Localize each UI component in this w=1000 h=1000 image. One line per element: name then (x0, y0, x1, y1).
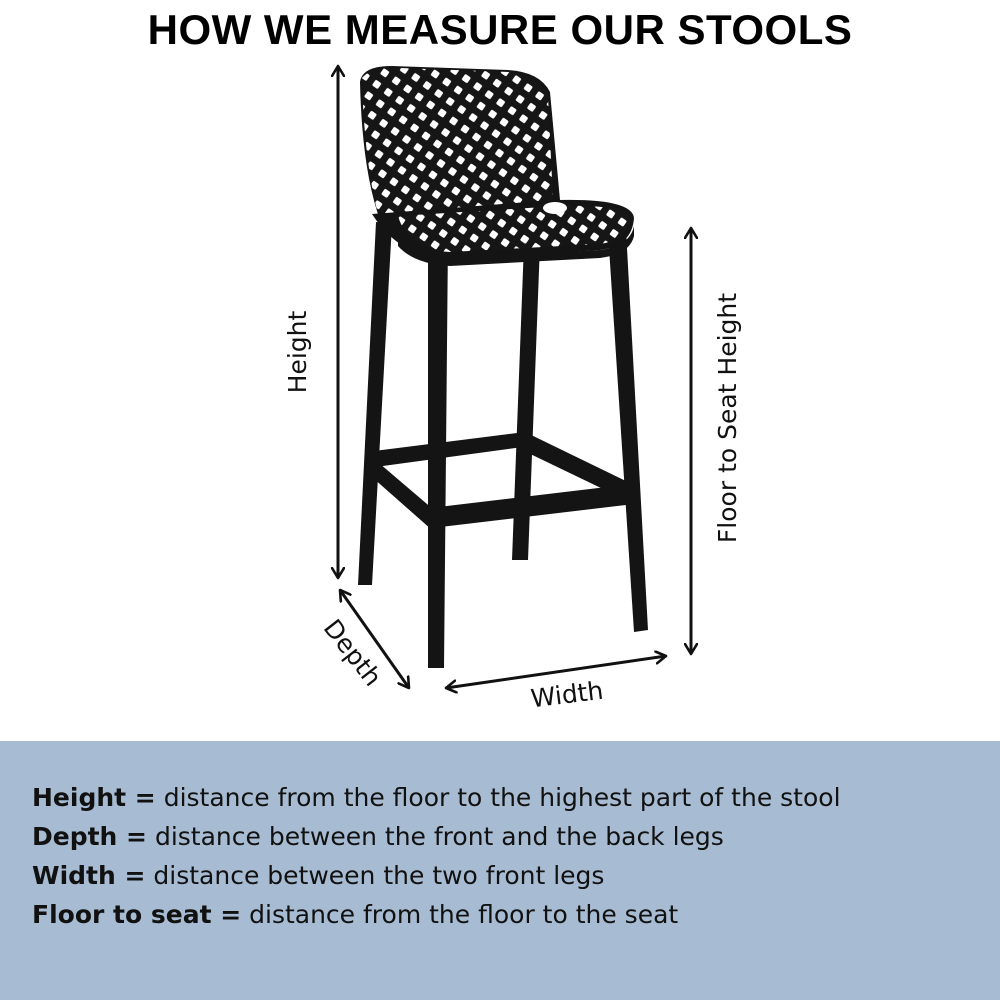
definition-height (32, 778, 841, 817)
definition-width (32, 856, 841, 895)
front-right-leg (608, 230, 648, 632)
floor-to-seat-label: Floor to Seat Height (713, 292, 742, 544)
front-left-leg (428, 238, 448, 668)
definitions-list (32, 778, 841, 934)
definition-depth (32, 817, 841, 856)
definition-term: Depth = (32, 822, 148, 851)
definition-term: Floor to seat = (32, 900, 242, 929)
definition-text: distance between the two front legs (153, 861, 605, 890)
definition-text: distance from the floor to the highest part of the stool (163, 783, 841, 812)
definition-text: distance between the front and the back legs (154, 822, 724, 851)
depth-label: Depth (317, 613, 388, 692)
footrest-back (366, 432, 530, 468)
page-title: HOW WE MEASURE OUR STOOLS (147, 6, 853, 53)
definition-text: distance from the floor to the seat (249, 900, 679, 929)
stool-illustration (358, 60, 648, 668)
footrest-front (430, 484, 634, 528)
height-label: Height (283, 310, 312, 394)
definition-term: Width = (32, 861, 146, 890)
back-left-leg (358, 222, 392, 585)
definition-term: Height = (32, 783, 156, 812)
width-label: Width (529, 675, 605, 714)
definition-floor-to-seat (32, 895, 841, 934)
